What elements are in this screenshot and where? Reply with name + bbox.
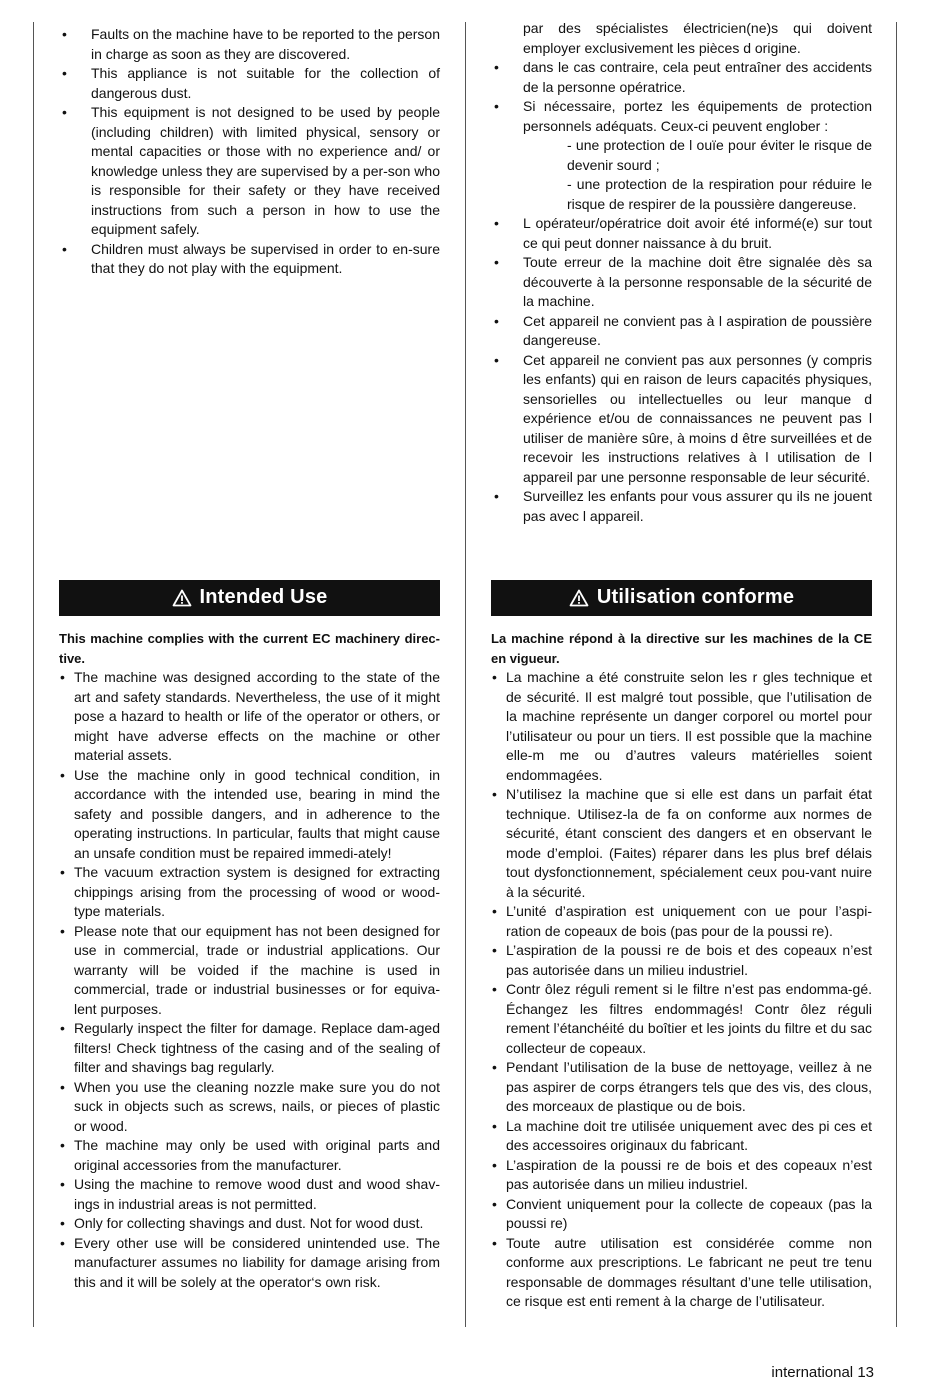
list-item-text: Regularly inspect the filter for damage. Replace dam-aged filters! Check tightness of the casing and of the sealing of filter and shavings bag regularly. (74, 1020, 440, 1075)
list-item (491, 312, 872, 351)
list-item (491, 1117, 872, 1156)
warning-triangle-icon (172, 589, 192, 607)
sub-list-item: - une protection de l ouïe pour éviter le risque de devenir sourd ; (567, 137, 872, 173)
list-item-text: L’aspiration de la poussi re de bois et des copeaux n’est pas autorisée dans un milieu industriel. (506, 942, 872, 978)
list-item (59, 863, 440, 922)
list-item-text: Convient uniquement pour la collecte de copeaux (pas la poussi re) (506, 1195, 872, 1231)
list-item (59, 766, 440, 864)
intended-use-heading (59, 580, 440, 616)
continuation-text: par des spécialistes électricien(ne)s qui doivent employer exclusivement les pièces d origine. (523, 20, 872, 56)
top-left-column (59, 25, 440, 279)
list-item-text: Cet appareil ne convient pas à l aspiration de poussière dangereuse. (523, 312, 872, 348)
top-right-column (491, 19, 872, 526)
left-margin-rule (33, 22, 34, 1327)
list-item-text: This appliance is not suitable for the collection of dangerous dust. (91, 65, 440, 101)
list-item (59, 1175, 440, 1214)
list-item-text: dans le cas contraire, cela peut entraîner des accidents de la personne opératrice. (523, 59, 872, 95)
sub-list (523, 136, 872, 214)
list-item (59, 64, 440, 103)
list-item-text: Contr ôlez réguli rement si le filtre n’est pas endomma-gé. Échangez les filtres endommagés! Contr ôlez réguli rement l’étanchéité du boîtier et les joints du filtre et du sac collecteur de copeaux. (506, 981, 872, 1056)
list-item (491, 1058, 872, 1117)
list-item-text: When you use the cleaning nozzle make sure you do not suck in objects such as screws, nails, or pieces of plastic or wood. (74, 1078, 440, 1134)
list-item-text: N’utilisez la machine que si elle est dans un parfait état technique. Utilisez-la de fa on conforme aux normes de sécurité, étant conscient des dangers et en observant le mode d’emploi. (Faites) réparer dans les plus bref délais tout dysfonctionnement, spécialement ceux pou-vant nuire à la sécurité. (506, 786, 872, 900)
warning-triangle-icon (569, 589, 589, 607)
page-footer (771, 1363, 874, 1383)
list-item (59, 1078, 440, 1137)
list-item (59, 103, 440, 240)
list-item-text: Faults on the machine have to be reported to the person in charge as soon as they are discovered. (91, 26, 440, 62)
list-item-text: The machine was designed according to the state of the art and safety standards. Nevertheless, the use of it might pose a hazard to health or life of the operator or others, or might have adverse effects on the machine or other material assets. (74, 669, 440, 763)
list-item (491, 902, 872, 941)
list-item-text: Toute erreur de la machine doit être signalée dès sa découverte à la personne responsable de la sécurité de la machine. (523, 254, 872, 309)
list-item-text: Children must always be supervised in order to en-sure that they do not play with the equipment. (91, 240, 440, 276)
list-item-text: La machine doit tre utilisée uniquement avec des pi ces et des accessoires originaux du fabricant. (506, 1117, 872, 1153)
sub-list-item: - une protection de la respiration pour réduire le risque de respirer de la poussière dangereuse. (567, 176, 872, 212)
list-item (491, 1195, 872, 1234)
page-number: 13 (857, 1364, 874, 1381)
list-item-text: The machine may only be used with original parts and original accessories from the manufacturer. (74, 1137, 440, 1173)
utilisation-section (491, 629, 872, 1312)
list-item (491, 1234, 872, 1312)
footer-label: international (771, 1364, 854, 1381)
utilisation-lead: La machine répond à la directive sur les machines de la CE en vigueur. (491, 631, 872, 666)
heading-text: Utilisation conforme (596, 586, 795, 609)
right-margin-rule (896, 22, 897, 1327)
list-item (59, 922, 440, 1020)
list-item (491, 980, 872, 1058)
list-item-text: Toute autre utilisation est considérée comme non conforme aux prescriptions. Le fabricant ne peut tre tenu responsable de dommages résultant d’une telle utilisation, ce risque est enti rement à la charge de l’utilisateur. (506, 1234, 872, 1309)
list-item (59, 1019, 440, 1078)
list-item-text: L opérateur/opératrice doit avoir été informé(e) sur tout ce qui peut donner naissance à du bruit. (523, 215, 872, 251)
list-item-text: Pendant l’utilisation de la buse de nettoyage, veillez à ne pas aspirer de corps étrangers tels que des vis, des clous, des morceaux de plastique ou de bois. (506, 1059, 872, 1114)
list-item (491, 214, 872, 253)
list-item (491, 97, 872, 214)
list-item-text: Si nécessaire, portez les équipements de protection personnels adéquats. Ceux-ci peuvent englober : (523, 98, 872, 134)
list-item-text: Using the machine to remove wood dust and wood shav-ings in industrial areas is not permitted. (74, 1176, 440, 1212)
list-item-text: Every other use will be considered unintended use. The manufacturer assumes no liability for damage arising from this and it will be solely at the operator‘s own risk. (74, 1234, 440, 1290)
list-item (491, 1156, 872, 1195)
list-item (491, 487, 872, 526)
safety-list-en (59, 25, 440, 279)
center-column-rule (465, 22, 466, 1327)
list-item-text: L’unité d’aspiration est uniquement con ue pour l’aspi-ration de copeaux de bois (pas pour de la poussi re). (506, 903, 872, 939)
list-item (59, 1214, 440, 1234)
list-item-text: Use the machine only in good technical condition, in accordance with the intended use, bearing in mind the safety and possible dangers, and in adherence to the operating instructions. In particular, faults that might cause an unsafe condition must be repaired immedi-ately! (74, 766, 440, 861)
list-item (59, 1136, 440, 1175)
list-item-text: Cet appareil ne convient pas aux personnes (y compris les enfants) qui en raison de leurs capacités physiques, sensorielles ou intellectuelles ou leur manque d expérience et/ou de connaissances ne peuvent pas l utiliser de manière sûre, à moins d être surveillées et de recevoir les instructions relatives à l utilisation de l appareil par une personne responsable de leur sécurité. (523, 351, 872, 485)
list-item-text: Only for collecting shavings and dust. Not for wood dust. (74, 1215, 424, 1231)
list-item (59, 25, 440, 64)
list-item-text: Surveillez les enfants pour vous assurer qu ils ne jouent pas avec l appareil. (523, 488, 872, 524)
list-item (491, 58, 872, 97)
safety-list-fr (491, 58, 872, 526)
list-item-text: The vacuum extraction system is designed for extracting chippings arising from the processing of wood or wood-type materials. (74, 864, 440, 919)
list-item-text: La machine a été construite selon les r gles technique et de sécurité. Il est malgré tout possible, que l’utilisation de la machine représente un danger corporel ou mortel pour l’utilisateur ou pour un tiers. Il est possible que la machine elle-m me ou d’autres valeurs matérielles soient endommagées. (506, 669, 872, 783)
list-item-text: L’aspiration de la poussi re de bois et des copeaux n’est pas autorisée dans un milieu industriel. (506, 1156, 872, 1192)
list-item (59, 240, 440, 279)
list-item (491, 941, 872, 980)
heading-text: Intended Use (199, 586, 328, 609)
utilisation-heading (491, 580, 872, 616)
list-item (59, 1234, 440, 1293)
list-item (491, 351, 872, 488)
list-item (59, 668, 440, 766)
intended-use-section (59, 629, 440, 1292)
intended-use-list (59, 668, 440, 1292)
list-item (491, 668, 872, 785)
list-item (491, 785, 872, 902)
intended-use-lead: This machine complies with the current EC machinery direc-tive. (59, 631, 440, 666)
utilisation-list (491, 668, 872, 1312)
list-item (491, 253, 872, 312)
list-item-text: This equipment is not designed to be used by people (including children) with limited physical, sensory or mental capacities or those with no experience and/ or knowledge unless they are supervised by a per-son who is responsible for their safety or they have received instructions from such a person in how to use the equipment safely. (91, 104, 440, 237)
list-item-text: Please note that our equipment has not been designed for use in commercial, trade or industrial applications. Our warranty will be voided if the machine is used in commercial, trade or industrial businesses or for equiva-lent purposes. (74, 922, 440, 1017)
